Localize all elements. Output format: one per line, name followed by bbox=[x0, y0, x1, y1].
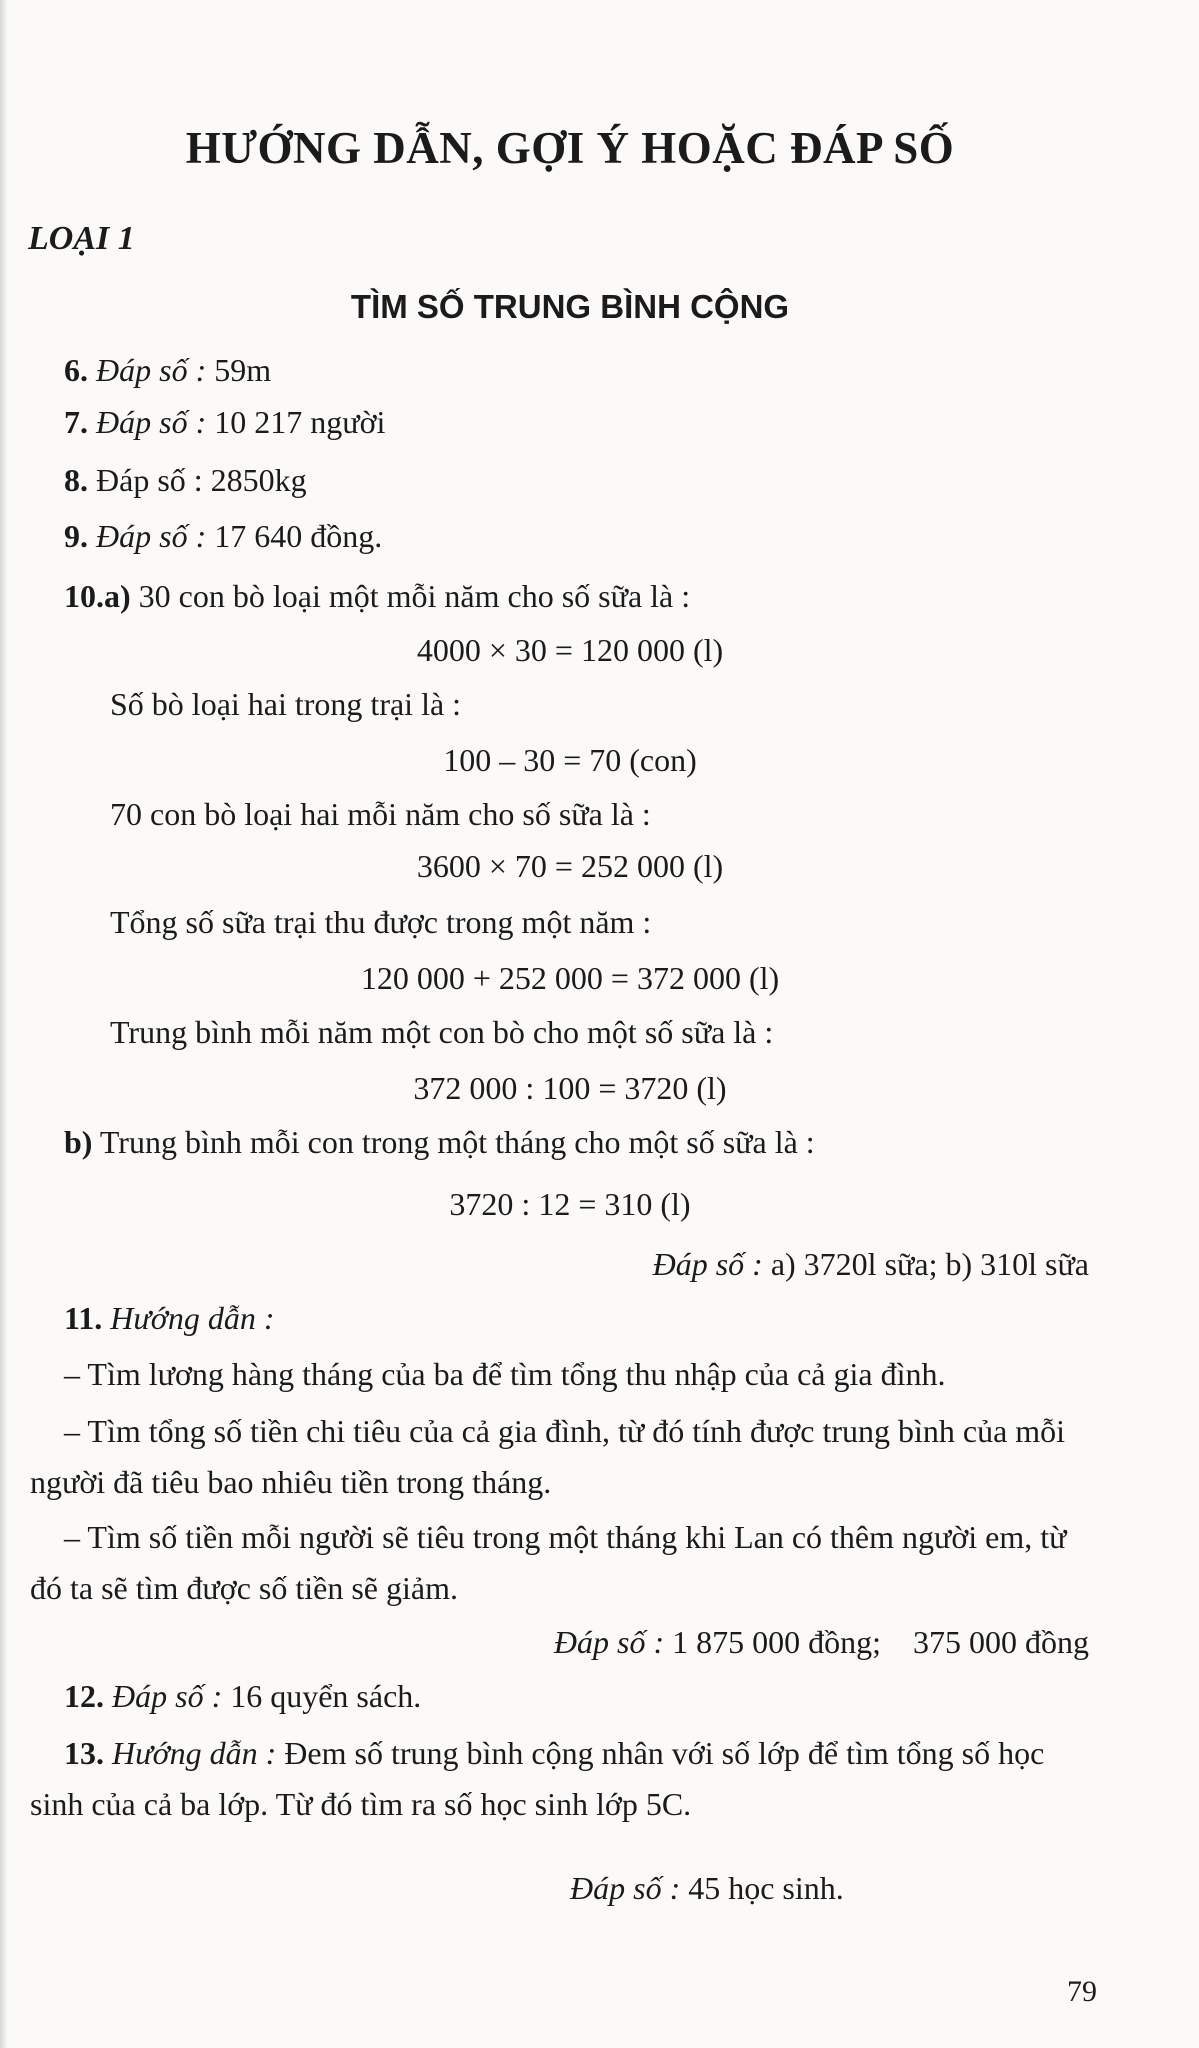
section-label: LOẠI 1 bbox=[28, 220, 135, 257]
q10-line-4: Tổng số sữa trại thu được trong một năm : bbox=[110, 904, 652, 940]
q10-answer: Đáp số : a) 3720l sữa; b) 310l sữa bbox=[652, 1246, 1089, 1282]
q10-b-line: b) Trung bình mỗi con trong một tháng cho một số sữa là : bbox=[64, 1124, 815, 1160]
q13-answer: Đáp số : 45 học sinh. bbox=[570, 1870, 844, 1906]
q10-line-2: Số bò loại hai trong trại là : bbox=[110, 686, 462, 722]
q10-line-1: 10.a) 30 con bò loại một mỗi năm cho số sữa là : bbox=[64, 578, 691, 614]
q10-calc-2: 100 – 30 = 70 (con) bbox=[443, 742, 697, 778]
q11-bullet-2: – Tìm tổng số tiền chi tiêu của cả gia đình, từ đó tính được trung bình của mỗi người đã tiêu bao nhiêu tiền trong tháng. bbox=[30, 1413, 1066, 1500]
q12-answer: 12. Đáp số : 16 quyển sách. bbox=[64, 1678, 422, 1714]
answer-9: 9. Đáp số : 17 640 đồng. bbox=[64, 518, 383, 554]
q11-bullet-3: – Tìm số tiền mỗi người sẽ tiêu trong một tháng khi Lan có thêm người em, từ đó ta sẽ tìm được số tiền sẽ giảm. bbox=[30, 1519, 1067, 1606]
q13-text: 13. Hướng dẫn : Đem số trung bình cộng nhân với số lớp để tìm tổng số học sinh của cả ba lớp. Từ đó tìm ra số học sinh lớp 5C. bbox=[30, 1735, 1045, 1822]
q11-header: 11. Hướng dẫn : bbox=[64, 1300, 275, 1336]
page-heading: HƯỚNG DẪN, GỢI Ý HOẶC ĐÁP SỐ bbox=[185, 123, 955, 173]
q10-b-calc: 3720 : 12 = 310 (l) bbox=[449, 1186, 691, 1222]
answer-8: 8. Đáp số : 2850kg bbox=[64, 462, 307, 498]
q11-bullet-1: – Tìm lương hàng tháng của ba để tìm tổng thu nhập của cả gia đình. bbox=[64, 1356, 946, 1392]
answer-7: 7. Đáp số : 10 217 người bbox=[64, 404, 386, 440]
q10-calc-5: 372 000 : 100 = 3720 (l) bbox=[413, 1070, 727, 1106]
q10-calc-1: 4000 × 30 = 120 000 (l) bbox=[416, 632, 724, 668]
section-title: TÌM SỐ TRUNG BÌNH CỘNG bbox=[350, 288, 790, 325]
q10-calc-4: 120 000 + 252 000 = 372 000 (l) bbox=[360, 960, 780, 996]
answer-6: 6. Đáp số : 59m bbox=[64, 352, 272, 388]
q10-line-5: Trung bình mỗi năm một con bò cho một số sữa là : bbox=[110, 1014, 774, 1050]
page-number: 79 bbox=[1067, 1975, 1097, 2008]
q10-line-3: 70 con bò loại hai mỗi năm cho số sữa là : bbox=[110, 796, 651, 832]
q11-answer: Đáp số : 1 875 000 đồng; 375 000 đồng bbox=[553, 1624, 1089, 1660]
q10-calc-3: 3600 × 70 = 252 000 (l) bbox=[416, 848, 724, 884]
